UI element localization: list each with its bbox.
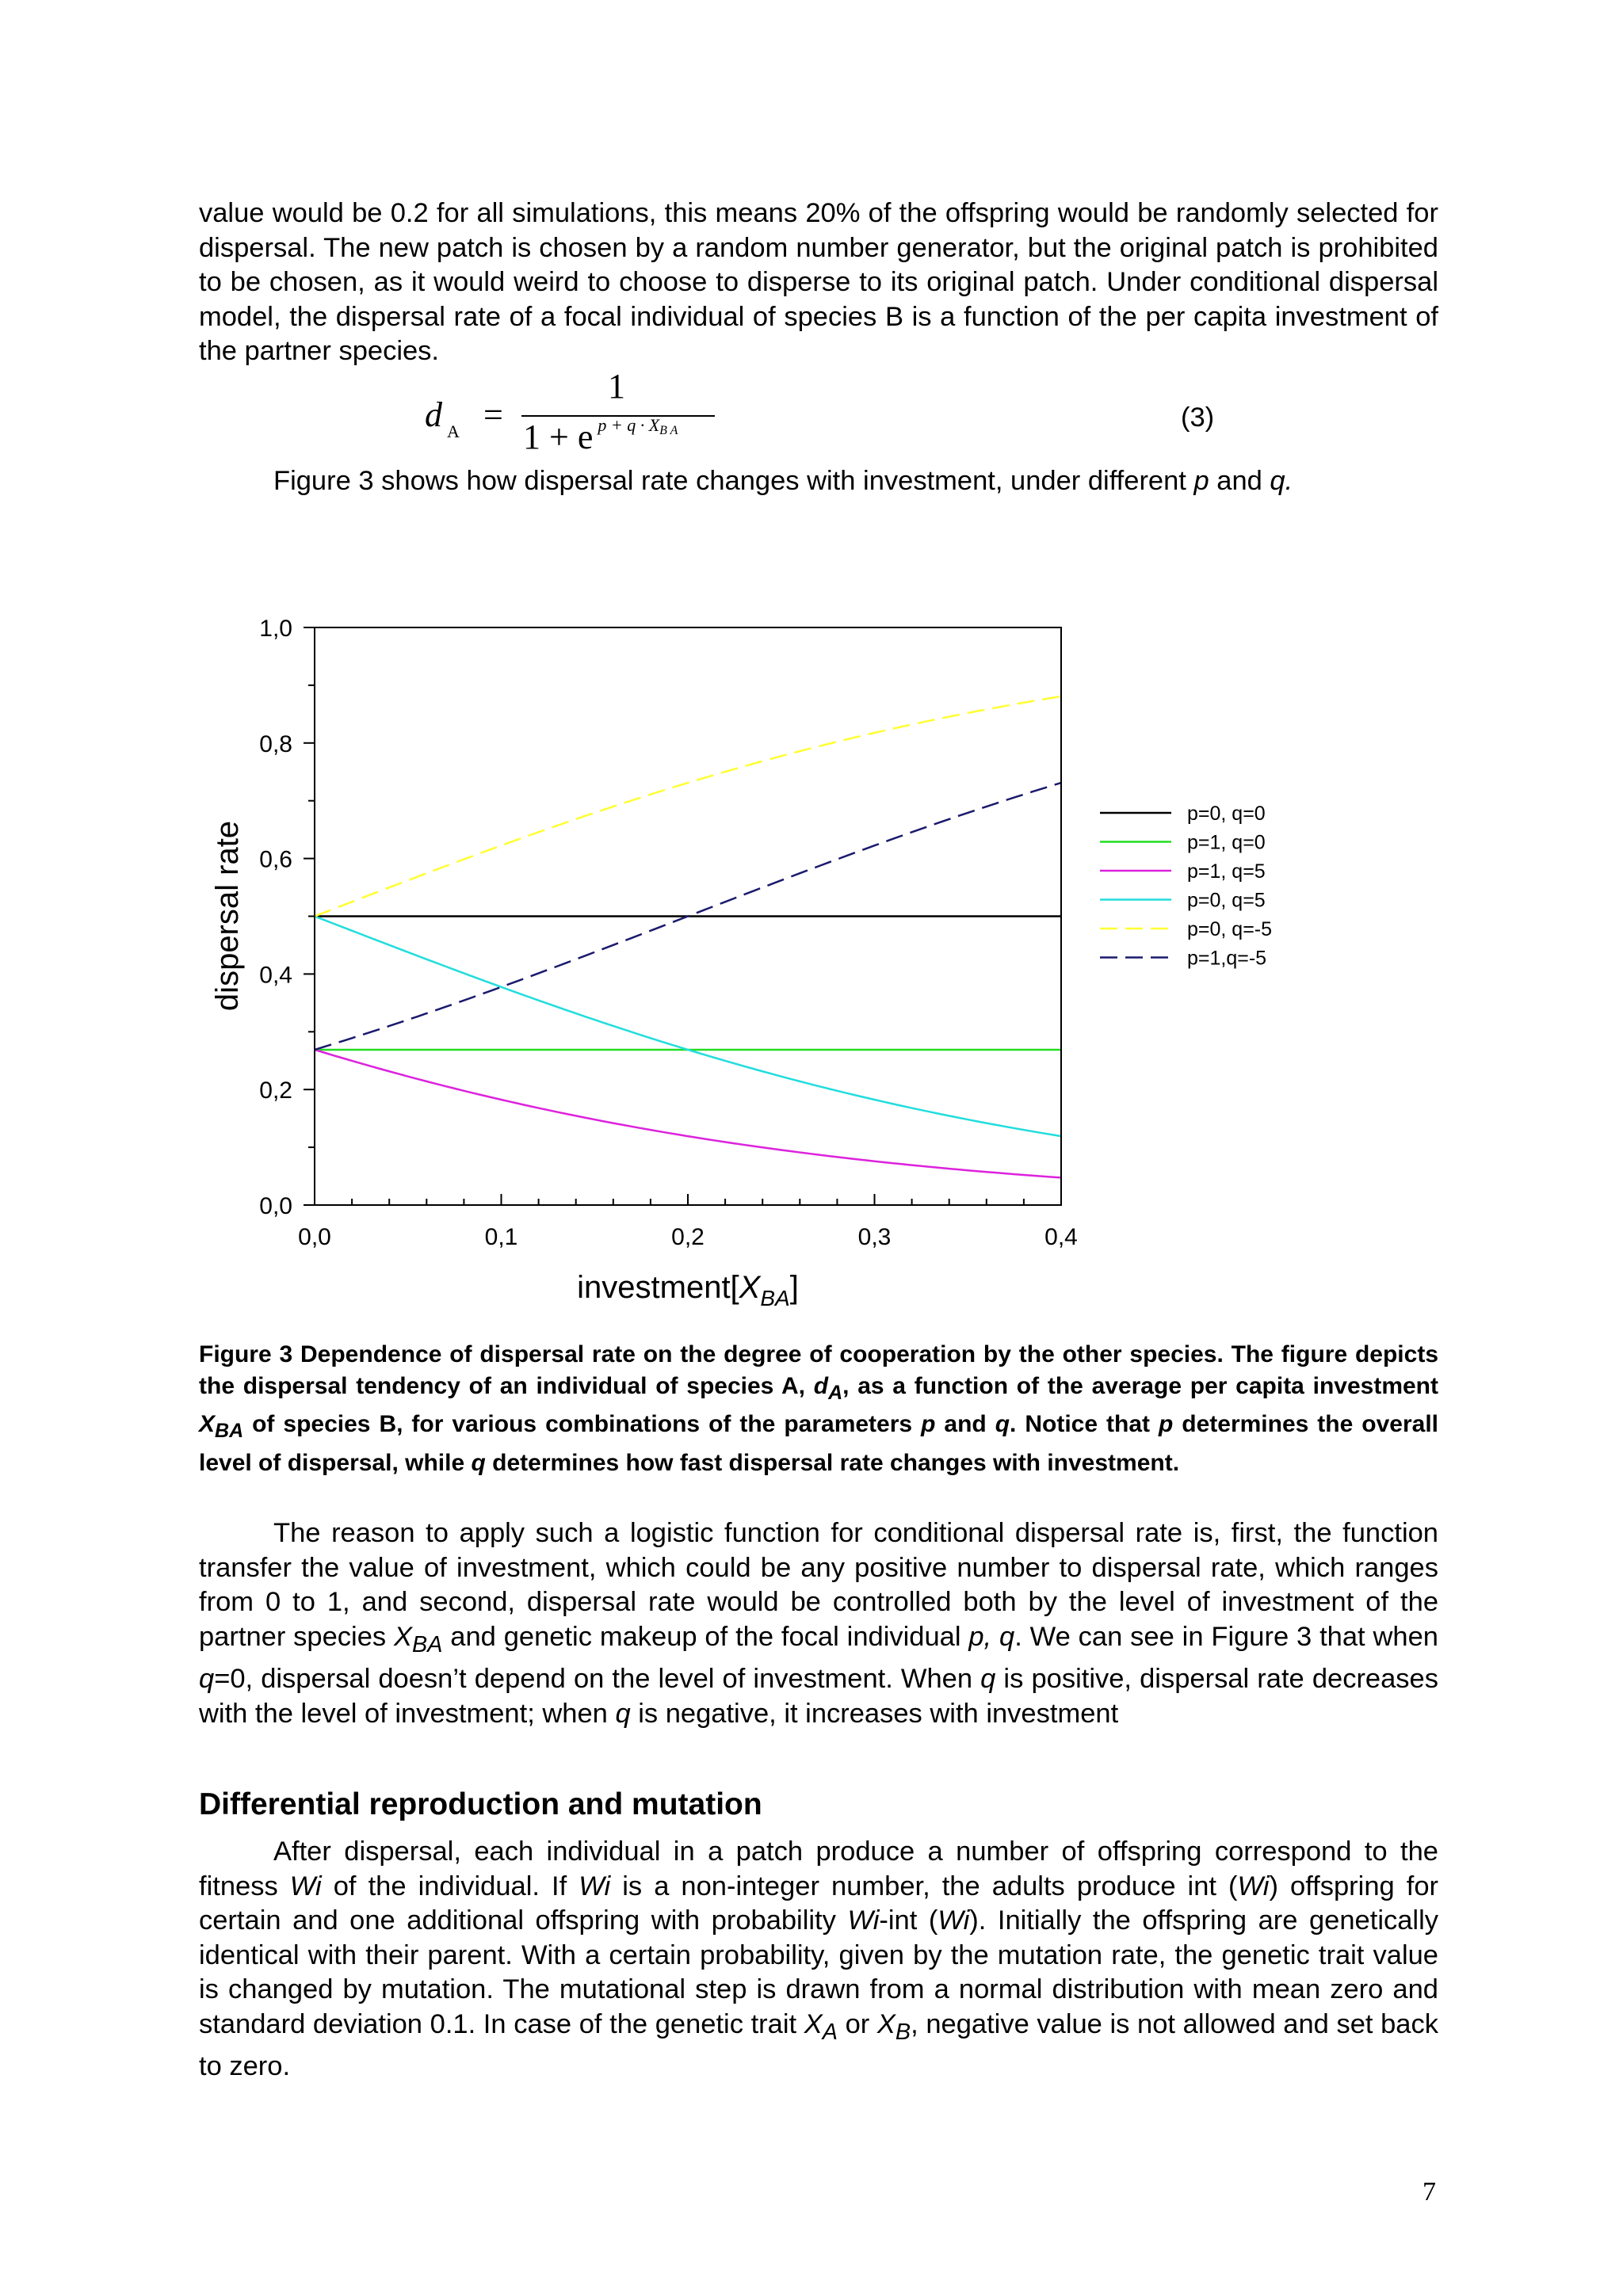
equation-numerator: 1 bbox=[608, 367, 625, 406]
section-heading: Differential reproduction and mutation bbox=[199, 1787, 762, 1821]
legend-label-6: p=1,q=-5 bbox=[1187, 947, 1267, 970]
y-tick-label: 0,6 bbox=[259, 846, 292, 873]
equation-lhs: d $_A$ bbox=[425, 395, 460, 441]
legend-label-4: p=0, q=5 bbox=[1187, 889, 1266, 912]
legend-label-1: p=0, q=0 bbox=[1187, 803, 1266, 825]
x-tick-label: 0,0 bbox=[298, 1224, 331, 1250]
y-axis-title: dispersal rate bbox=[210, 820, 245, 1012]
legend-label-5: p=0, q=-5 bbox=[1187, 918, 1273, 940]
x-tick-label: 0,3 bbox=[857, 1224, 892, 1250]
equation-dispersal-rate bbox=[420, 367, 1228, 460]
paragraph-reproduction: After dispersal, each individual in a patch produce a number of offspring correspond to the fitness Wi of the individual. If Wi is a non-integer number, the adults produce int (Wi) offspring for certain and one additional offspring with probability Wi-int (Wi). Initially the offspring are genetically identical with their parent. With a certain probability, given by the mutation rate, the genetic trait value is changed by mutation. The mutational step is drawn from a normal distribution with mean zero and standard deviation 0.1. In case of the genetic trait $X_A$ or $X_B$, negative value is not allowed and set back to zero. bbox=[199, 1836, 1439, 2082]
x-tick-label: 0,1 bbox=[484, 1224, 518, 1250]
series-line-3 bbox=[315, 1050, 1061, 1177]
paragraph-dispersal-intro: value would be 0.2 for all simulations, this means 20% of the offspring would be randomly selected for dispersal. The new patch is chosen by a random number generator, but the original patch is prohibited to be chosen, as it would weird to choose to disperse to its original patch. Under conditional dispersal model, the dispersal rate of a focal individual of species B is a function of the per capita investment of the partner species. bbox=[199, 198, 1438, 367]
plot-lines bbox=[315, 696, 1061, 1178]
y-tick-label: 1,0 bbox=[259, 616, 292, 642]
y-tick-label: 0,8 bbox=[259, 730, 292, 757]
y-axis-ticks bbox=[259, 616, 315, 1219]
series-line-4 bbox=[315, 917, 1061, 1137]
x-tick-label: 0,4 bbox=[1044, 1224, 1078, 1250]
x-axis-ticks bbox=[298, 1194, 1078, 1250]
paragraph-logistic-reason: The reason to apply such a logistic function for conditional dispersal rate is, first, the function transfer the value of investment, which could be any positive number to dispersal rate, which ranges from 0 to 1, and second, dispersal rate would be controlled both by the level of investment of the partner species $X_{BA}$ and genetic makeup of the focal individual p, q. We can see in Figure 3 that when q=0, dispersal doesn’t depend on the level of investment. When q is positive, dispersal rate decreases with the level of investment; when q is negative, it increases with investment bbox=[199, 1518, 1438, 1729]
y-tick-label: 0,4 bbox=[259, 962, 292, 989]
dispersal-rate-chart bbox=[0, 555, 1623, 1331]
equation-number: (3) bbox=[1181, 402, 1215, 433]
series-line-5 bbox=[315, 696, 1061, 917]
y-tick-label: 0,0 bbox=[259, 1193, 292, 1219]
equation-denominator: 1 + e $^{p + q \cdot X_{B A}}$ bbox=[523, 415, 678, 456]
page-number: 7 bbox=[1423, 2177, 1436, 2206]
legend-label-2: p=1, q=0 bbox=[1187, 831, 1266, 854]
x-tick-label: 0,2 bbox=[671, 1224, 705, 1250]
equation-equals: = bbox=[483, 395, 503, 434]
chart-legend bbox=[1100, 803, 1272, 970]
legend-label-3: p=1, q=5 bbox=[1187, 860, 1266, 883]
y-tick-label: 0,2 bbox=[259, 1077, 292, 1104]
paragraph-figure-intro: Figure 3 shows how dispersal rate changes with investment, under different p and q. bbox=[273, 466, 1293, 496]
figure-caption: Figure 3 Dependence of dispersal rate on the degree of cooperation by the other species. The figure depicts the dispersal tendency of an individual of species A, $d_A$, as a function of the average per capita investment $X_{BA}$ of species B, for various combinations of the parameters p and q. Notice that p determines the overall level of dispersal, while q determines how fast dispersal rate changes with investment. bbox=[199, 1341, 1439, 1476]
x-axis-title: $investment[X_{BA}]$ bbox=[577, 1270, 799, 1310]
